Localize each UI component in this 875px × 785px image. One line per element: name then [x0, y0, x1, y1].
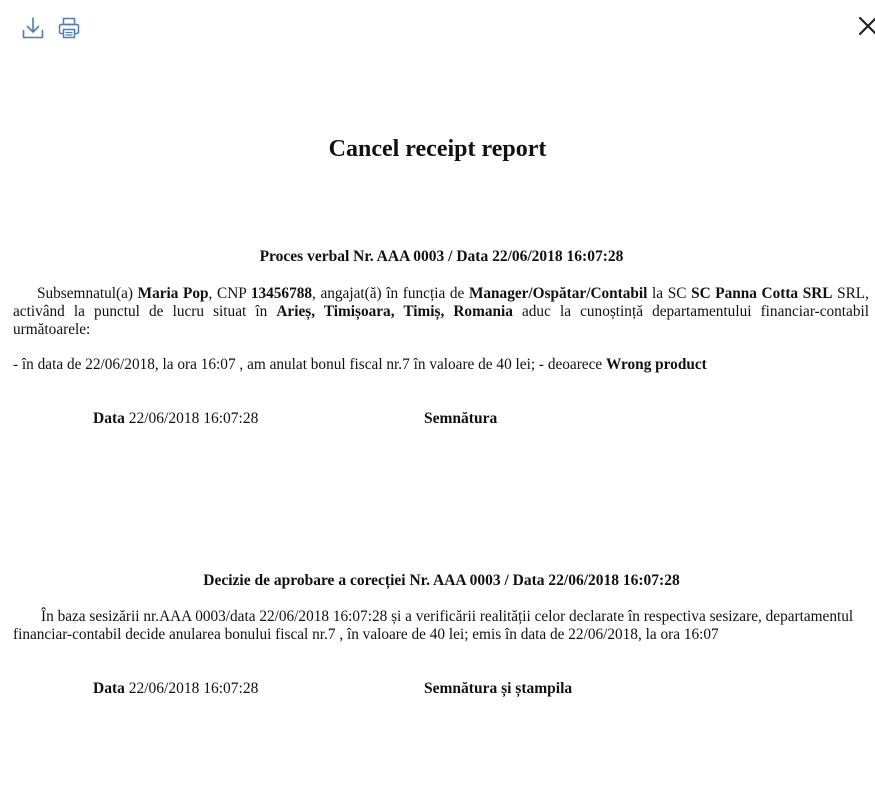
- report-title: Cancel receipt report: [328, 136, 547, 162]
- close-button[interactable]: [856, 14, 875, 38]
- download-icon: [20, 15, 46, 41]
- proces-verbal-signature: Semnătura: [424, 410, 498, 427]
- print-button[interactable]: [56, 15, 82, 41]
- proces-verbal-statement: Subsemnatul(a) Maria Pop, CNP 13456788, angajat(ă) în funcția de Manager/Ospătar/Contabil la SC SC Panna Cotta SRL SRL, activând la punctul de lucru situat în Arieș, Timișoara, Timiș, Romania aduc la cunoștință departamentului financiar-contabil următoarele:: [13, 285, 869, 338]
- employee-cnp: 13456788: [250, 285, 313, 302]
- printer-icon: [56, 15, 82, 41]
- decizie-signature: Semnătura și ștampila: [424, 680, 573, 697]
- cancellation-reason: Wrong product: [606, 356, 707, 373]
- company-name: SC Panna Cotta SRL: [691, 285, 833, 302]
- employee-name: Maria Pop: [137, 285, 209, 302]
- decizie-statement: În baza sesizării nr.AAA 0003/data 22/06/2018 16:07:28 și a verificării realității celor declarate în respectiva sesizare, departamentul financiar-contabil decide anularea bonului fiscal nr.7 , în valoare de 40 lei; emis în data de 22/06/2018, la ora 16:07: [13, 608, 854, 643]
- download-button[interactable]: [20, 15, 46, 41]
- close-icon: [856, 14, 875, 38]
- cancellation-details: - în data de 22/06/2018, la ora 16:07 , am anulat bonul fiscal nr.7 în valoare de 40 lei; - deoarece Wrong product: [13, 356, 707, 373]
- decizie-date: Data 22/06/2018 16:07:28: [93, 680, 259, 697]
- proces-verbal-date: Data 22/06/2018 16:07:28: [93, 410, 259, 427]
- decizie-heading: Decizie de aprobare a corecției Nr. AAA 0003 / Data 22/06/2018 16:07:28: [203, 572, 680, 589]
- work-location: Arieș, Timișoara, Timiș, Romania: [276, 303, 513, 320]
- employee-role: Manager/Ospătar/Contabil: [468, 285, 648, 302]
- proces-verbal-heading: Proces verbal Nr. AAA 0003 / Data 22/06/2018 16:07:28: [259, 248, 624, 265]
